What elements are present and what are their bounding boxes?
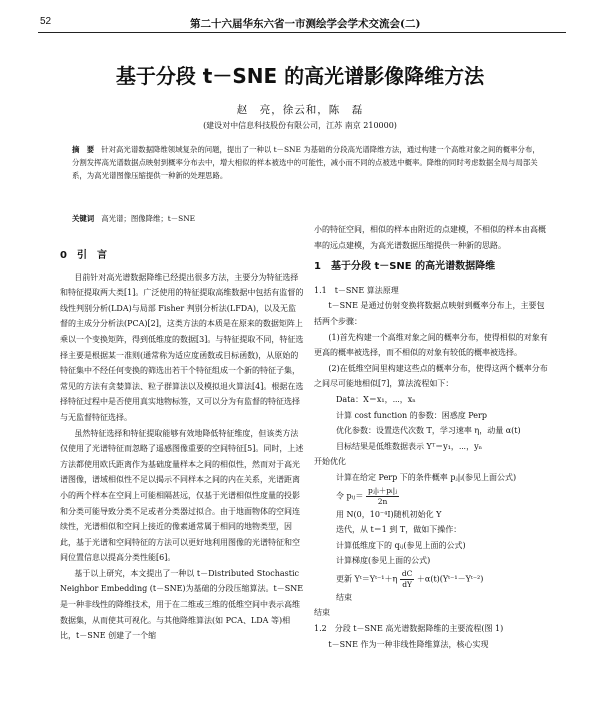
- paragraph: (1)首先构建一个高维对象之间的概率分布，使得相似的对象有更高的概率被选择，而不相似的对象有较低的概率被选择。: [314, 332, 548, 358]
- paragraph: 基于以上研究，本文提出了一种以 t－Distributed Stochastic Neighbor Embedding (t－SNE)为基础的分段压缩算法。t－SNE 是一种非线性的降维技术，用于在二维或三维的低维空间中表示高维数据集，从而使其可视化。与其他降维算法(如 PCA、LDA 等)相比，t－SNE 创建了一个缩: [60, 568, 304, 641]
- paper-title: 基于分段 t－SNE 的高光谱影像降维方法: [115, 64, 485, 88]
- alg-line: 结束: [336, 592, 352, 602]
- section-0-heading: 0 引 言: [60, 250, 107, 261]
- paragraph: t－SNE 是通过仿射变换将数据点映射到概率分布上，主要包括两个步骤：: [314, 301, 545, 326]
- alg-line: 迭代，从 t＝1 到 T，做如下操作：: [336, 525, 462, 535]
- alg-line: 优化参数：设置迭代次数 T，学习速率 η，动量 α(t): [336, 426, 521, 436]
- alg-line: 结束: [314, 608, 330, 618]
- abstract-text: 针对高光谱数据降维领域复杂的问题，提出了一种以 t－SNE 为基础的分段高光谱降维方法，通过构建一个高维对象之间的概率分布，分割发挥高光谱数据点映射到概率分布去中，增大相似的样本被选中的可能性，减小而不同的点被选中概率。降维的同时考虑数据全局与局部关系，为高光谱图像压缩提供一种新的处理思路。: [72, 145, 540, 181]
- running-title: 第二十六届华东六省一市测绘学会学术交流会(二): [190, 18, 421, 30]
- alg-line-equation: [314, 569, 550, 590]
- abstract-label: 摘 要: [72, 145, 95, 154]
- eq-prefix: 更新 Yᵗ＝Yᵗ⁻¹＋η: [336, 574, 398, 584]
- paragraph: 小的特征空间，相似的样本由附近的点建模，不相似的样本由高概率的远点建模，为高光谱数据压缩提供一种新的思路。: [314, 225, 546, 250]
- subsection-1-1-heading: 1.1 t－SNE 算法原理: [314, 285, 399, 295]
- keywords: [72, 213, 195, 224]
- paragraph: 目前针对高光谱数据降维已经提出很多方法，主要分为特征选择和特征提取两大类[1]。广泛使用的特征提取高维数据中包括有监督的线性判别分析(LDA)与局部 Fisher 判别分析法(LFDA)，以及无监督的主成分分析法(PCA)[2]，这类方法的本质是在原来的数据矩阵上乘以一个变换矩阵，得到低维度的数据[3]。与特征提取不同，特征选择主要是根据某一准则(通常称为适应度函数或目标函数)，从原始的特征集中不经任何变换的筛选出若干个特征组成一个新的特征子集，常见的方法有贪婪算法、粒子群算法以及模拟退火算法[4]。根据在选择特征过程中是否使用真实地物标签，又可以分为有监督的特征选择与无监督特征选择。: [60, 272, 304, 422]
- alg-line: 计算梯度(参见上面的公式): [336, 556, 431, 566]
- alg-line-equation: [314, 486, 550, 507]
- paragraph: (2)在低维空间里构建这些点的概率分布，使得这两个概率分布之间尽可能地相似[7]，算法流程如下：: [314, 363, 548, 389]
- alg-line: 开始优化: [314, 457, 346, 467]
- section-1-heading: 1 基于分段 t－SNE 的高光谱数据降维: [314, 261, 496, 273]
- alg-line: 用 N(0，10⁻⁴I)随机初始化 Y: [336, 509, 442, 519]
- algorithm-block: [314, 392, 550, 621]
- fraction-denominator: 2n: [377, 496, 388, 506]
- right-column: [314, 222, 550, 652]
- keywords-label: 关键词: [72, 214, 95, 223]
- paragraph: t－SNE 作为一种非线性降维算法，核心实现: [328, 639, 489, 649]
- alg-line: 计算低维度下的 qᵢⱼ(参见上面的公式): [336, 540, 466, 550]
- fraction: [400, 569, 415, 590]
- keywords-text: 高光谱；图像降维；t－SNE: [101, 214, 196, 223]
- header-rule: [38, 32, 566, 33]
- paper-affiliation: (建设对中信息科技股份有限公司，江苏 南京 210000): [203, 121, 397, 130]
- left-column: [60, 248, 304, 644]
- alg-line: Data：X＝x₁，⋯，xₙ: [336, 394, 416, 404]
- fraction: [366, 486, 399, 507]
- fraction-denominator: dY: [402, 579, 412, 589]
- page-number: 52: [40, 16, 52, 27]
- abstract: [72, 143, 542, 183]
- eq-suffix: ＋α(t)(Yᵗ⁻¹－Yᵗ⁻²): [416, 574, 484, 584]
- alg-line: 目标结果是低维数据表示 Yᵀ＝y₁，⋯，yₙ: [336, 441, 483, 451]
- fraction-numerator: pⱼ|ᵢ＋pᵢ|ⱼ: [367, 485, 398, 495]
- paper-authors: 赵 亮，徐云和，陈 磊: [236, 104, 364, 116]
- eq-prefix: 令 pᵢⱼ＝: [336, 491, 364, 500]
- fraction-numerator: dC: [401, 568, 413, 578]
- alg-line: 计算在给定 Perp 下的条件概率 pⱼ|ᵢ(参见上面公式): [336, 472, 517, 482]
- alg-line: 计算 cost function 的参数：困惑度 Perp: [336, 410, 487, 420]
- subsection-1-2-heading: 1.2 分段 t－SNE 高光谱数据降维的主要流程(图 1): [314, 624, 504, 634]
- paragraph: 虽然特征选择和特征提取能够有效地降低特征维度，但该类方法仅使用了光谱特征而忽略了遥感图像重要的空间特征[5]。同时，上述方法都使用欧氏距离作为基础度量样本之间的相似性，然而对于高光谱图像，谱域相似性不足以揭示不同样本之间的内在关系，光谱距离小的两个样本在空间上可能相隔甚远，仅基于光谱相似性度量的投影和分类可能导致分类不足或者分类器过拟合。由于地面物体的空间连续性，光谱相似和空间上接近的像素通常属于相同的地物类型，因此，基于光谱和空间特征的方法可以更好地利用图像的光谱特征和空间位置信息以提高分类性能[6]。: [60, 428, 304, 563]
